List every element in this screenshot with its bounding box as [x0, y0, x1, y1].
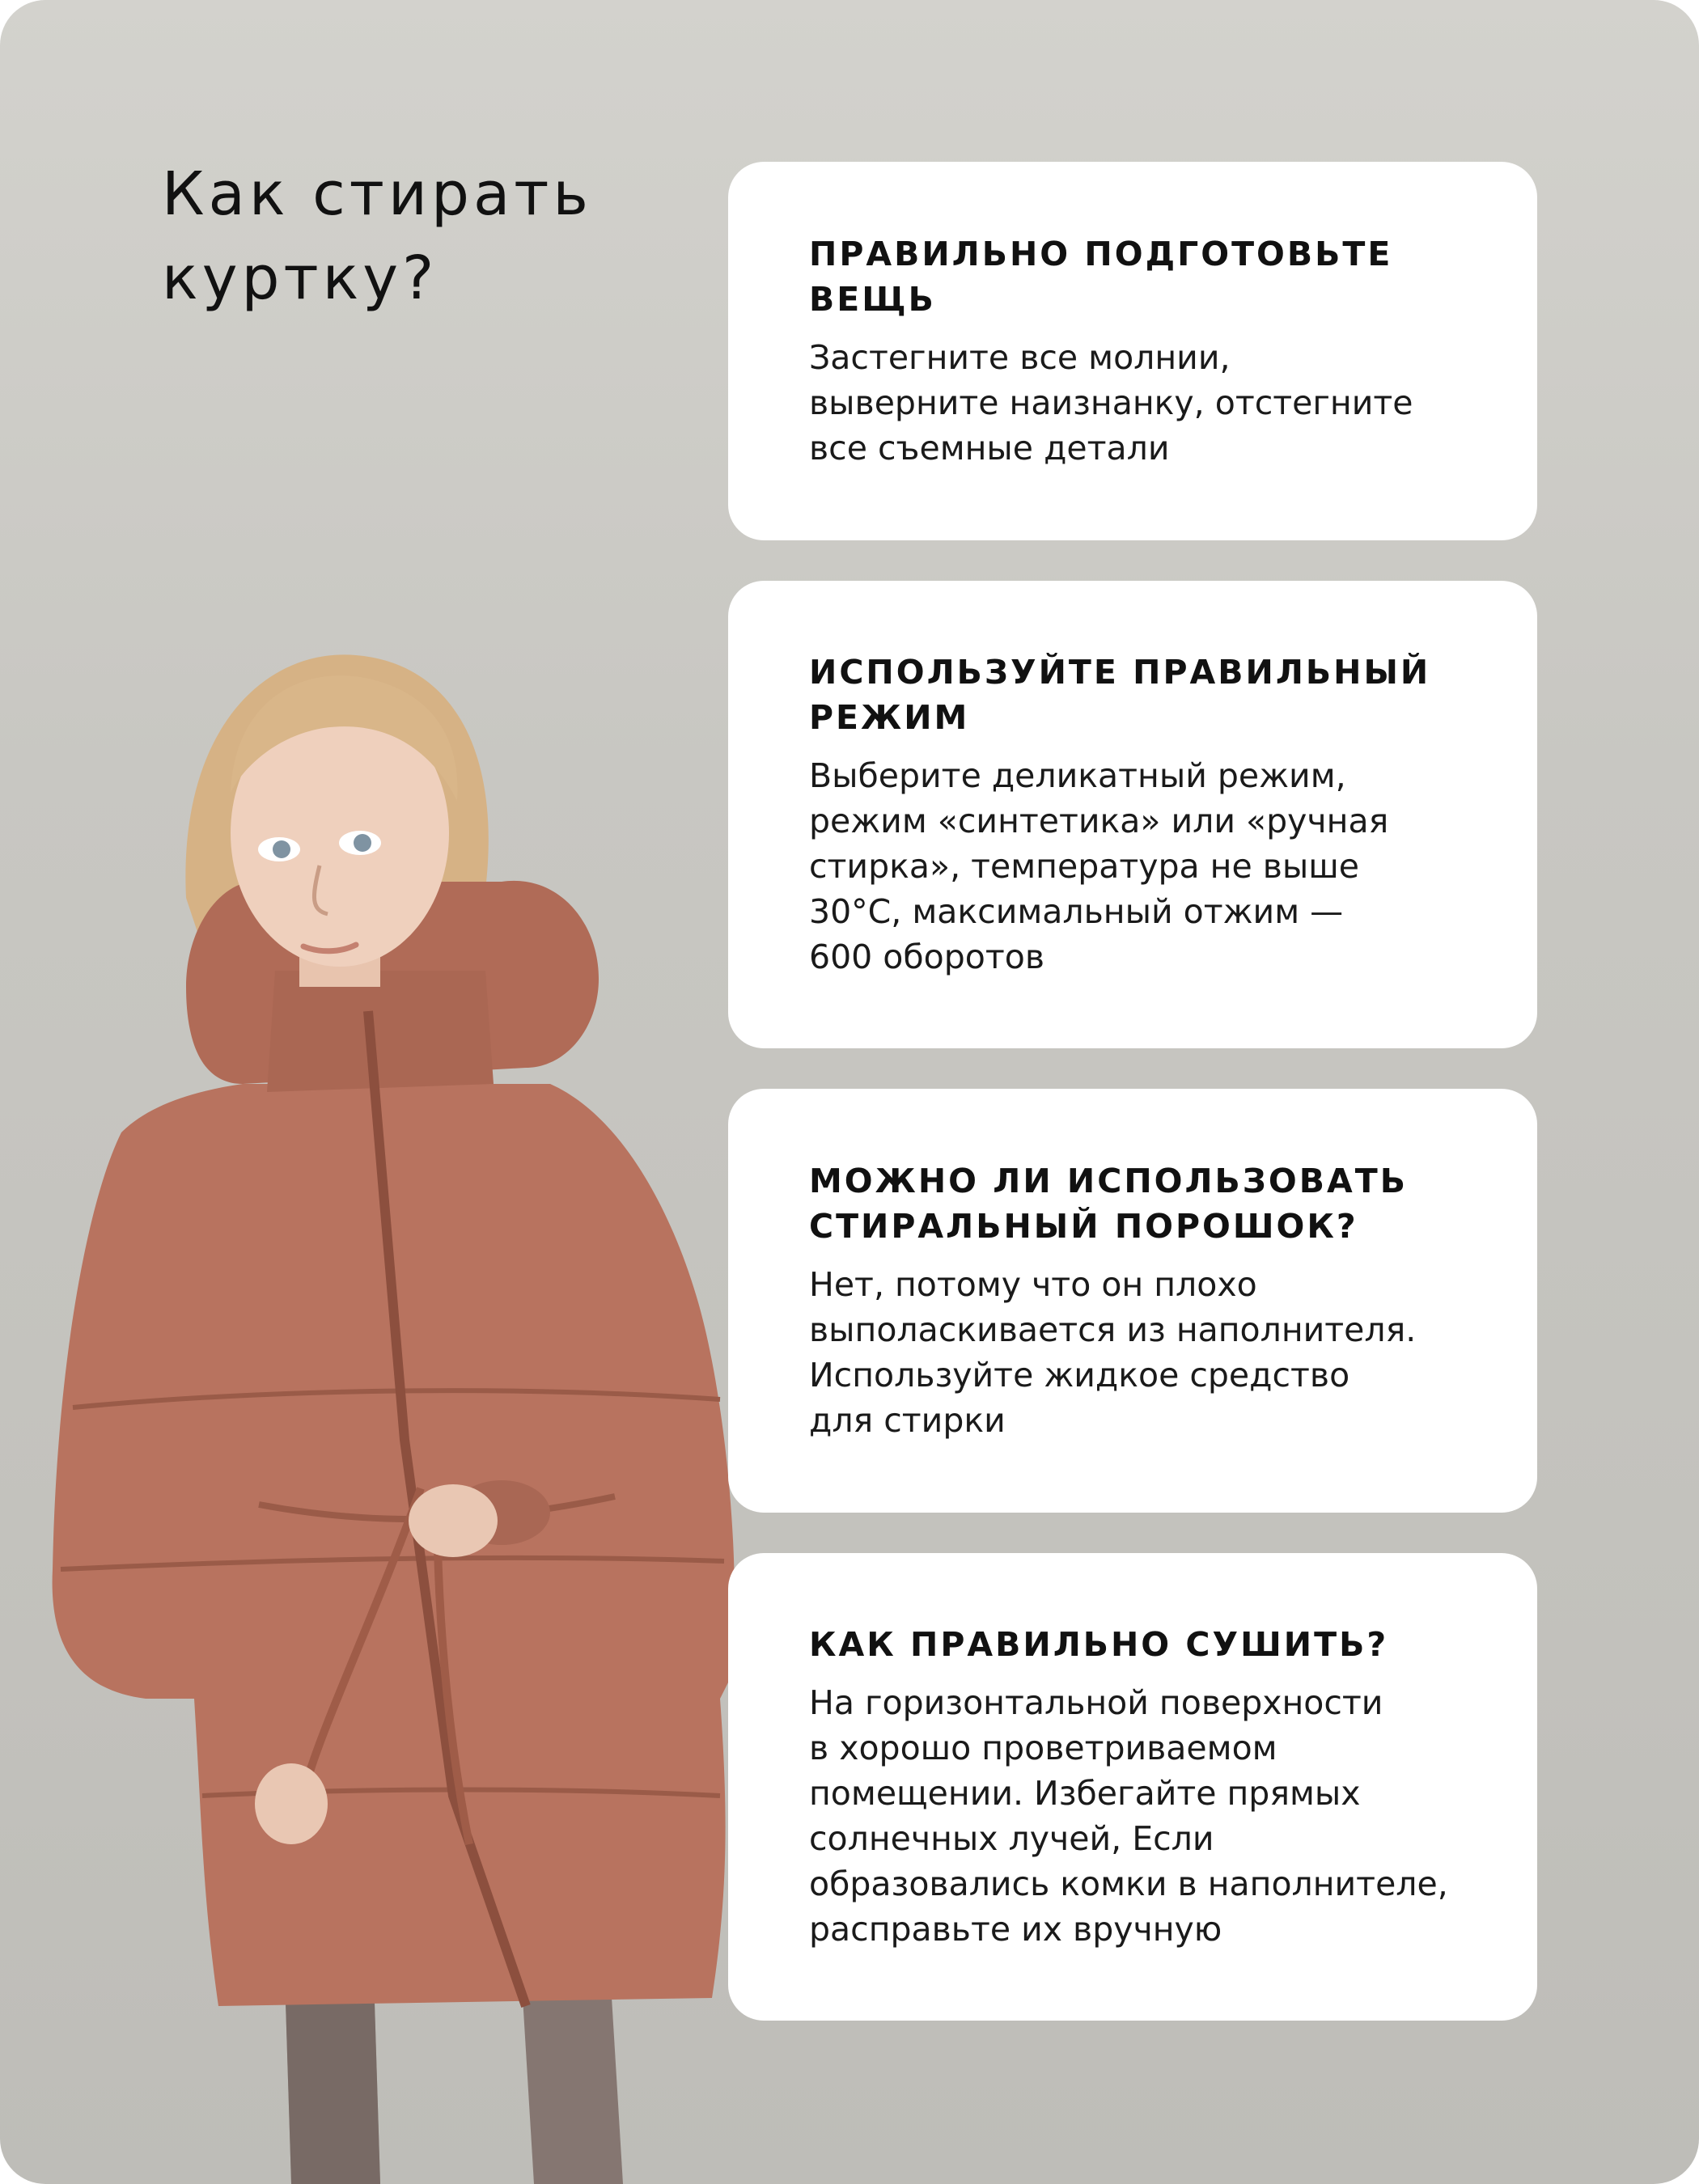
card-title: КАК ПРАВИЛЬНО СУШИТЬ?	[809, 1625, 1389, 1664]
card-title: ИСПОЛЬЗУЙТЕ ПРАВИЛЬНЫЙ РЕЖИМ	[809, 653, 1431, 737]
card-wash-mode	[728, 581, 1537, 1048]
card-text: На горизонтальной поверхности в хорошо проветриваемом помещении. Избегайте прямых солнечных лучей, Если образовались комки в наполнителе, расправьте их вручную	[809, 1683, 1448, 1949]
card-text: Выберите деликатный режим, режим «синтетика» или «ручная стирка», температура не выше 30°С, максимальный отжим — 600 оборотов	[809, 756, 1389, 976]
card-detergent	[728, 1089, 1537, 1513]
child-in-jacket-photo	[0, 631, 793, 2184]
hand	[409, 1484, 498, 1557]
card-prepare-item	[728, 162, 1537, 540]
card-text: Застегните все молнии, выверните наизнанку, отстегните все съемные детали	[809, 338, 1413, 468]
page-title: Как стирать куртку?	[162, 159, 593, 313]
card-drying	[728, 1553, 1537, 2021]
jacket	[53, 1084, 735, 2006]
card-title: ПРАВИЛЬНО ПОДГОТОВЬТЕ ВЕЩЬ	[809, 235, 1393, 319]
card-title: МОЖНО ЛИ ИСПОЛЬЗОВАТЬ СТИРАЛЬНЫЙ ПОРОШОК?	[809, 1162, 1408, 1246]
card-text: Нет, потому что он плохо выполаскивается из наполнителя. Используйте жидкое средство для стирки	[809, 1265, 1417, 1440]
